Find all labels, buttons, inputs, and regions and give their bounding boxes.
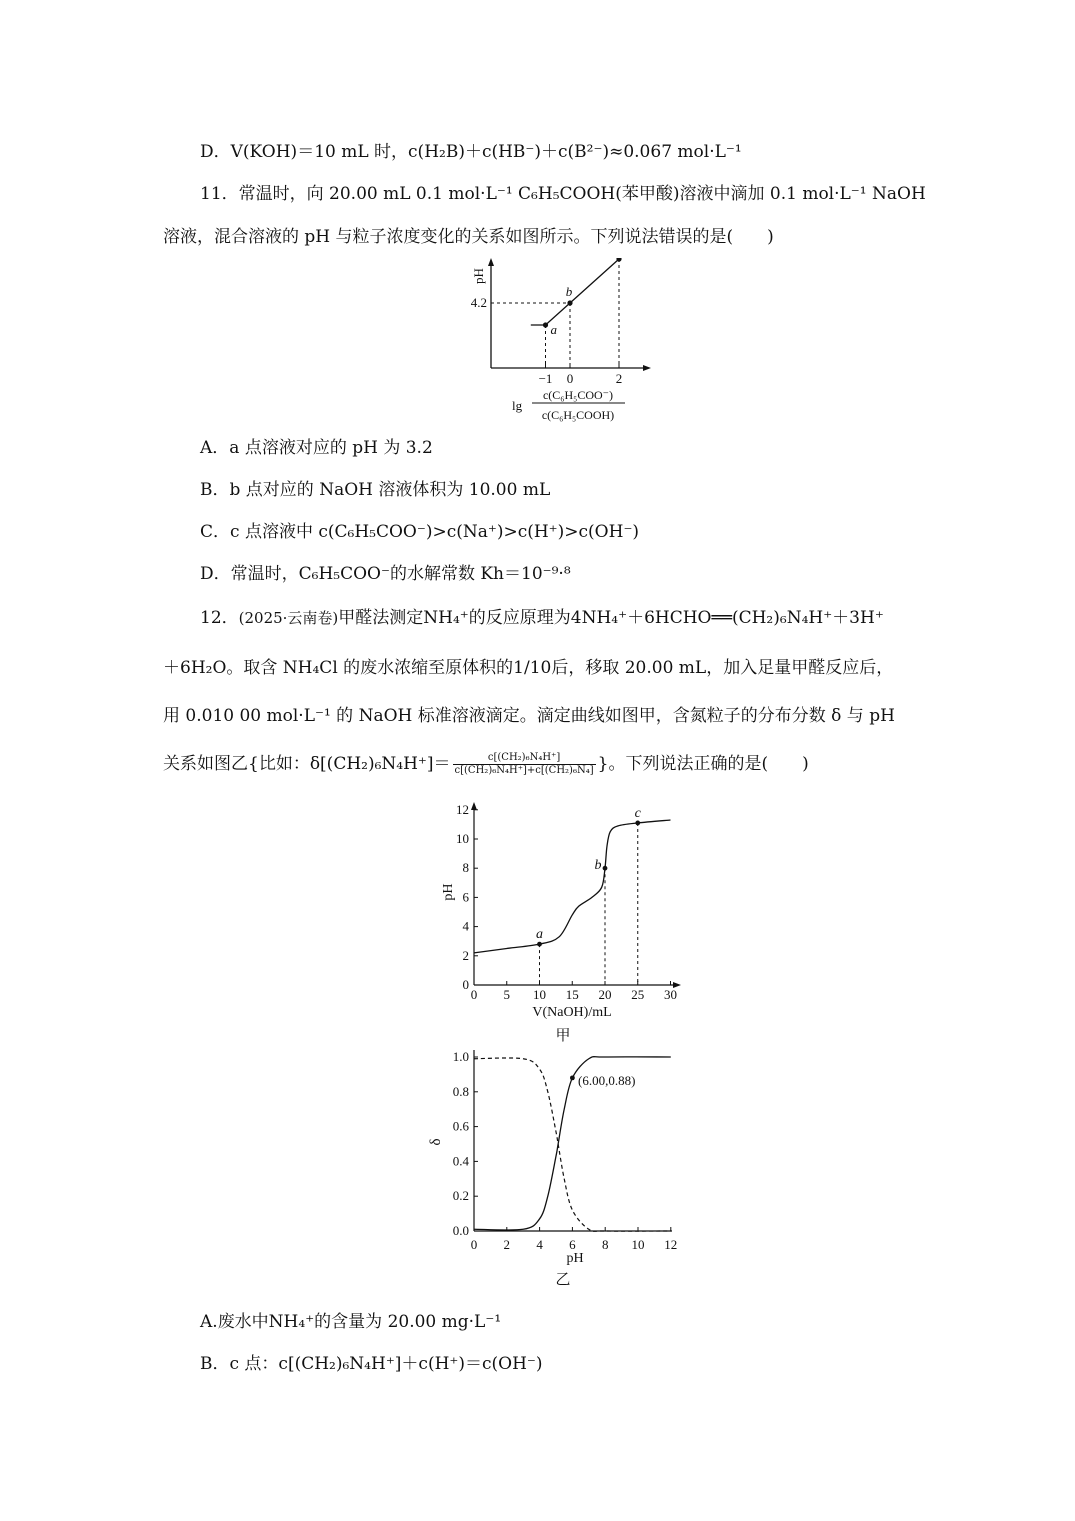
option-text: c 点溶液中 c(C₆H₅COO⁻)>c(Na⁺)>c(H⁺)>c(OH⁻) [230,522,640,542]
y-tick-label: 1.0 [452,1049,469,1064]
x-tick-label: 10 [533,987,546,1002]
option-text: V(KOH)＝10 mL 时，c(H₂B)＋c(HB⁻)＋c(B²⁻)≈0.067 mol·L⁻¹ [230,142,742,162]
q12-option-b [200,1352,543,1376]
x-tick-label: 4 [536,1237,543,1252]
question-number: 12． [200,608,239,628]
point-annotation: (6.00,0.88) [578,1073,636,1088]
q12-stem-line4 [163,752,809,777]
y-tick-label: 2 [462,947,469,963]
q11-option-c [200,520,639,544]
y-tick-label: 0.2 [452,1188,469,1204]
q12-stem-line2: ＋6H₂O。取含 NH₄Cl 的废水浓缩至原体积的1/10后，移取 20.00 mL，加入足量甲醛反应后， [163,658,894,678]
fraction-numerator: c[(CH₂)₆N₄H⁺] [453,752,596,765]
q10-option-d [200,140,742,164]
data-point [567,300,572,305]
y-tick-label: 8 [462,860,469,876]
x-tick-label: 5 [503,987,510,1002]
x-tick-label: 10 [631,1237,645,1252]
x-axis-label: pH [566,1251,584,1266]
q12-stem-line3: 用 0.010 00 mol·L⁻¹ 的 NaOH 标准溶液滴定。滴定曲线如图甲，含氮粒子的分布分数 δ 与 pH [163,706,895,726]
x-tick-label: 0 [470,1237,478,1252]
option-label: A. [200,1312,218,1332]
y-tick-label: 0.6 [452,1118,469,1134]
option-text: 废水中NH₄⁺的含量为 20.00 mg·L⁻¹ [217,1312,502,1332]
y-tick-label: 0 [462,977,469,992]
q11-option-d [200,562,571,586]
x-tick-label: 15 [565,987,579,1002]
y-axis-label: δ [428,1138,444,1146]
x-axis-label-numerator: c(C₆H₅COO⁻) [542,388,614,402]
q11-option-a [200,436,433,460]
data-point [635,821,640,826]
q11-option-b [200,478,550,502]
question-number: 11． [200,184,239,204]
titration-curve-chart [425,798,695,1043]
x-tick-label: 30 [664,987,677,1002]
option-label: B． [200,480,230,500]
question-text: 关系如图乙{比如：δ[(CH₂)₆N₄H⁺]＝ [163,754,451,774]
y-axis-arrow [471,802,477,810]
x-tick-label: 6 [569,1237,576,1252]
x-tick-label: 12 [664,1237,678,1252]
question-source: (2025·云南卷) [238,609,339,627]
y-tick-label: 0.0 [452,1223,469,1238]
data-line [531,259,619,325]
question-text: 常温时，向 20.00 mL 0.1 mol·L⁻¹ C₆H₅COOH(苯甲酸)溶液中滴加 0.1 mol·L⁻¹ NaOH [238,184,926,204]
x-axis-label-prefix: lg [512,398,523,413]
point-label: a [536,927,543,943]
data-point [543,322,548,327]
x-tick-label: 2 [503,1237,511,1252]
dashed-series-line [474,1058,671,1231]
x-tick-label: −1 [538,371,553,386]
q12-option-a [200,1310,501,1334]
y-tick-label: 0.8 [452,1083,469,1099]
option-label: D． [200,142,231,162]
q11-chart [455,258,670,428]
delta-definition-fraction [453,752,596,777]
option-text: 常温时，C₆H₅COO⁻的水解常数 Kh＝10⁻⁹·⁸ [230,564,571,584]
point-label: b [594,858,602,874]
chart-caption: 乙 [555,1272,571,1288]
option-label: C． [200,522,231,542]
data-point [537,942,542,947]
x-tick-label: 2 [615,371,623,386]
x-tick-label: 8 [601,1237,609,1252]
question-text: 甲醛法测定NH₄⁺的反应原理为4NH₄⁺＋6HCHO══(CH₂)₆N₄H⁺＋3H⁺ [338,608,884,628]
y-tick-label: 6 [462,889,469,905]
q12-stem-line1 [200,606,884,630]
q11-stem-line2: 溶液，混合溶液的 pH 与粒子浓度变化的关系如图所示。下列说法错误的是( ) [163,227,774,247]
y-tick-label: 12 [456,801,469,817]
y-tick-label: 4.2 [470,295,487,310]
point-label: a [550,322,557,337]
y-axis-label: pH [471,268,486,284]
titration-curve [474,820,671,953]
chart-caption: 甲 [555,1028,571,1043]
y-axis-arrow [488,258,494,266]
option-text: c 点：c[(CH₂)₆N₄H⁺]＋c(H⁺)＝c(OH⁻) [229,1354,543,1374]
y-tick-label: 10 [456,831,469,846]
fraction-denominator: c[(CH₂)₆N₄H⁺]+c[(CH₂)₆N₄] [454,765,594,776]
x-axis-label-denominator: c(C₆H₅COOH) [541,408,615,422]
option-text: b 点对应的 NaOH 溶液体积为 10.00 mL [229,480,551,500]
option-label: D． [200,564,231,584]
x-tick-label: 0 [470,987,478,1002]
option-label: A． [200,438,230,458]
point-label: c [634,805,641,821]
distribution-fraction-chart [420,1045,695,1290]
option-label: B． [200,1354,230,1374]
point-label: b [565,284,573,299]
x-tick-label: 20 [598,987,612,1002]
data-point [603,866,608,871]
x-tick-label: 0 [566,371,574,386]
question-text: }。下列说法正确的是( ) [597,754,809,774]
option-text: a 点溶液对应的 pH 为 3.2 [229,438,433,458]
y-tick-label: 4 [462,918,469,934]
x-axis-label: V(NaOH)/mL [532,1005,612,1020]
y-tick-label: 0.4 [452,1153,469,1169]
q11-stem-line1 [200,182,926,206]
y-axis-label: pH [441,883,456,901]
solid-series-line [474,1057,671,1230]
x-tick-label: 25 [631,987,645,1002]
annotated-point [570,1075,575,1080]
x-axis-arrow [643,365,651,371]
